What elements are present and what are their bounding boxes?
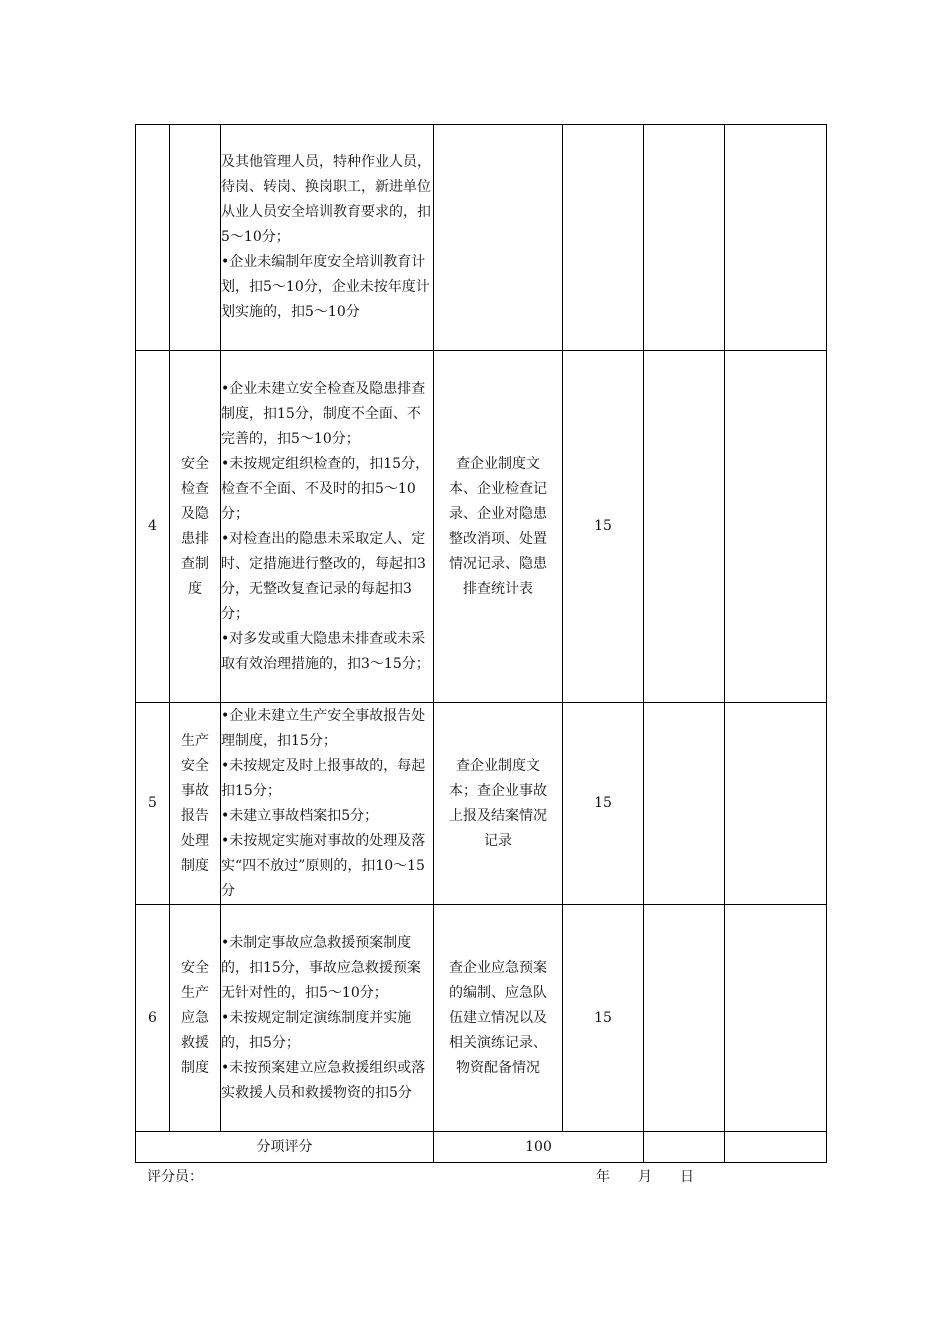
criteria-item: •未制定事故应急救援预案制度的，扣15分，事故应急救援预案无针对性的，扣5～10分； [221, 934, 421, 1001]
row-number: 5 [136, 703, 170, 905]
criteria-item: •对检查出的隐患未采取定人、定时、定措施进行整改的，每起扣3分，无整改复查记录的每起扣3分； [221, 530, 426, 622]
deduction-cell [644, 703, 725, 905]
remark-cell [725, 905, 827, 1132]
score-cell: 15 [563, 351, 644, 703]
method-cell [434, 125, 563, 351]
criteria-cell [221, 351, 434, 703]
criteria-item: •对多发或重大隐患未排查或未采取有效治理措施的，扣3～15分； [221, 630, 430, 672]
remark-cell [725, 125, 827, 351]
summary-row [136, 1132, 827, 1163]
score-cell [563, 125, 644, 351]
method-cell: 查企业制度文本；查企业事故上报及结案情况记录 [434, 703, 563, 905]
criteria-item: •未按规定制定演练制度并实施的，扣5分； [221, 1009, 412, 1051]
row-number [136, 125, 170, 351]
criteria-item: 及其他管理人员，特种作业人员，待岗、转岗、换岗职工，新进单位从业人员安全培训教育要求的，扣5～10分； [221, 154, 431, 245]
score-cell: 15 [563, 905, 644, 1132]
criteria-item: •企业未建立安全检查及隐患排查制度，扣15分，制度不全面、不完善的，扣5～10分； [221, 380, 426, 447]
item-name [170, 125, 221, 351]
criteria-item: •未按预案建立应急救援组织或落实救援人员和救援物资的扣5分 [221, 1059, 426, 1101]
criteria-item: •未按规定及时上报事故的，每起扣15分； [221, 757, 426, 799]
item-name: 安全生产应急救援制度 [170, 905, 221, 1132]
method-cell: 查企业制度文本、企业检查记录、企业对隐患整改消项、处置情况记录、隐患排查统计表 [434, 351, 563, 703]
summary-remark-cell [725, 1132, 827, 1163]
summary-deduction-cell [644, 1132, 725, 1163]
deduction-cell [644, 125, 725, 351]
summary-label: 分项评分 [136, 1132, 434, 1163]
evaluation-table [135, 124, 827, 1163]
scorer-label: 评分员： [147, 1169, 203, 1185]
criteria-item: •未按规定实施对事故的处理及落实“四不放过”原则的，扣10～15分 [221, 832, 426, 899]
remark-cell [725, 703, 827, 905]
table-row [136, 905, 827, 1132]
date-label: 年 月 日 [596, 1169, 694, 1185]
row-number: 6 [136, 905, 170, 1132]
criteria-item: •未建立事故档案扣5分； [221, 807, 379, 824]
table-row [136, 125, 827, 351]
row-number: 4 [136, 351, 170, 703]
criteria-item: •企业未建立生产安全事故报告处理制度，扣15分； [221, 707, 426, 749]
table-row [136, 351, 827, 703]
deduction-cell [644, 905, 725, 1132]
item-name: 安全检查及隐患排查制度 [170, 351, 221, 703]
criteria-cell [221, 905, 434, 1132]
summary-total: 100 [434, 1132, 644, 1163]
criteria-item: •企业未编制年度安全培训教育计划，扣5～10分，企业未按年度计划实施的，扣5～10分 [221, 254, 430, 320]
table-row [136, 703, 827, 905]
score-cell: 15 [563, 703, 644, 905]
remark-cell [725, 351, 827, 703]
criteria-cell [221, 703, 434, 905]
method-cell: 查企业应急预案的编制、应急队伍建立情况以及相关演练记录、物资配备情况 [434, 905, 563, 1132]
criteria-cell [221, 125, 434, 351]
criteria-item: •未按规定组织检查的，扣15分，检查不全面、不及时的扣5～10分； [221, 455, 430, 522]
item-name: 生产安全事故报告处理制度 [170, 703, 221, 905]
deduction-cell [644, 351, 725, 703]
